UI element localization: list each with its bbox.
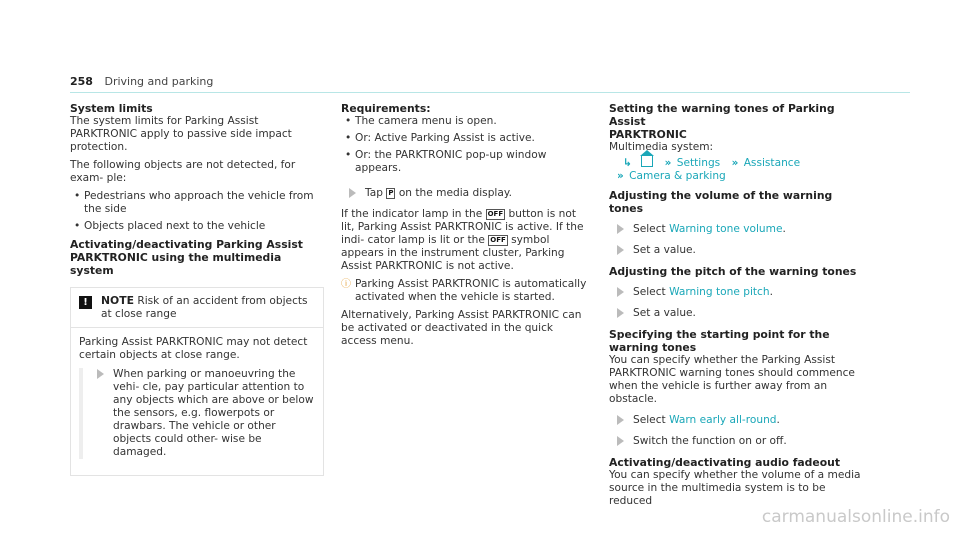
list-item: • Objects placed next to the vehicle (70, 220, 324, 233)
tap-step-post: on the media display. (398, 187, 512, 199)
list-item: • Or: the PARKTRONIC pop-up window appears. (341, 149, 591, 175)
warning-icon: ! (79, 296, 92, 309)
step-arrow-icon (617, 415, 624, 425)
note-box (70, 287, 324, 476)
note-headline: Risk of an accident from objects at close range (101, 295, 308, 320)
parktronic-off-symbol-icon: OFF (490, 236, 506, 244)
step-arrow-icon (349, 188, 356, 198)
starting-point-text: You can specify whether the Parking Assist PARKTRONIC warning tones should commence when the vehicle is further away from an obstacle. (609, 354, 855, 405)
note-body (71, 328, 323, 475)
note-header (71, 288, 323, 328)
pitch-set-step: Set a value. (609, 307, 869, 320)
indicator-text: If the indicator lamp in the OFF button is not lit, Parking Assist PARKTRONIC is active. If the indi- cator lamp is lit or the OFF symbol appears in the instrument cluster, Parking Assist PARKTRONIC is not active. (341, 208, 584, 272)
volume-option: Warning tone volume (669, 223, 783, 235)
page-number: 258 (70, 75, 93, 88)
fadeout-text: You can specify whether the volume of a media source in the multimedia system is to be reduced (609, 469, 861, 507)
menu-path-line2 (609, 170, 869, 183)
step-arrow-icon (617, 287, 624, 297)
following-objects-text: The following objects are not detected, for exam- ple: (70, 159, 296, 184)
volume-set-step: Set a value. (609, 244, 869, 257)
page-header (70, 75, 910, 93)
list-item: • Pedestrians who approach the vehicle from the side (70, 190, 324, 216)
pitch-select-step: Select Warning tone pitch. (609, 286, 869, 299)
menu-path (609, 156, 869, 170)
section-title: Driving and parking (104, 75, 214, 88)
step-arrow-icon (97, 369, 104, 379)
chevron-right-icon: ›› (731, 157, 737, 169)
system-limits-heading: System limits (70, 102, 153, 115)
requirements-heading: Requirements: (341, 102, 431, 115)
step-arrow-icon (617, 245, 624, 255)
watermark: carmanualsonline.info (761, 507, 950, 527)
parktronic-button-icon: P (388, 189, 394, 197)
home-icon (641, 156, 653, 167)
switch-step: Switch the function on or off. (609, 435, 869, 448)
column-right (609, 102, 869, 513)
starting-point-heading: Specifying the starting point for the warning tones (609, 328, 830, 354)
warning-tones-heading-line1: Setting the warning tones of Parking Assist (609, 102, 835, 128)
menu-settings: Settings (676, 157, 721, 169)
column-left (70, 102, 324, 476)
note-step-text: When parking or manoeuvring the vehi- cle, pay particular attention to any objects which are above or below the sensors, e.g. flowerpots or drawbars. The vehicle or other objects could other- wise be damaged. (113, 368, 314, 458)
step-arrow-icon (617, 436, 624, 446)
pitch-heading: Adjusting the pitch of the warning tones (609, 265, 857, 278)
multimedia-label: Multimedia system: (609, 141, 714, 153)
note-body-text: Parking Assist PARKTRONIC may not detect certain objects at close range. (79, 336, 308, 361)
info-icon: ⓘ (341, 279, 351, 290)
column-middle (341, 102, 591, 353)
pitch-option: Warning tone pitch (669, 286, 770, 298)
menu-camera-parking: Camera & parking (629, 170, 726, 182)
activating-heading-line2: PARKTRONIC using the multimedia system (70, 251, 282, 277)
list-item: • Or: Active Parking Assist is active. (341, 132, 591, 145)
note-step-block (79, 368, 315, 459)
tap-step (341, 187, 591, 200)
requirements-list (341, 115, 591, 175)
return-arrow-icon: ↳ (623, 157, 632, 169)
note-step (89, 368, 315, 459)
tap-step-pre: Tap (365, 187, 383, 199)
step-arrow-icon (617, 308, 624, 318)
warn-early-option: Warn early all-round (669, 414, 777, 426)
activating-heading-line1: Activating/deactivating Parking Assist (70, 238, 303, 251)
warn-select-step: Select Warn early all-round. (609, 414, 869, 427)
volume-heading: Adjusting the volume of the warning tones (609, 189, 833, 215)
warning-tones-heading-line2: PARKTRONIC (609, 128, 687, 141)
not-detected-list (70, 190, 324, 233)
parktronic-off-icon: OFF (487, 210, 504, 218)
list-item: • The camera menu is open. (341, 115, 591, 128)
note-label: NOTE (101, 294, 134, 307)
system-limits-text: The system limits for Parking Assist PARKTRONIC apply to passive side impact protection. (70, 115, 292, 153)
menu-assistance: Assistance (743, 157, 801, 169)
step-arrow-icon (617, 224, 624, 234)
volume-select-step: Select Warning tone volume. (609, 223, 869, 236)
chevron-right-icon: ›› (617, 170, 622, 182)
chevron-right-icon: ›› (664, 157, 670, 169)
info-note: ⓘ Parking Assist PARKTRONIC is automatically activated when the vehicle is started. (341, 278, 587, 303)
fadeout-heading: Activating/deactivating audio fadeout (609, 456, 840, 469)
alternatively-text: Alternatively, Parking Assist PARKTRONIC can be activated or deactivated in the quick access menu. (341, 309, 582, 347)
